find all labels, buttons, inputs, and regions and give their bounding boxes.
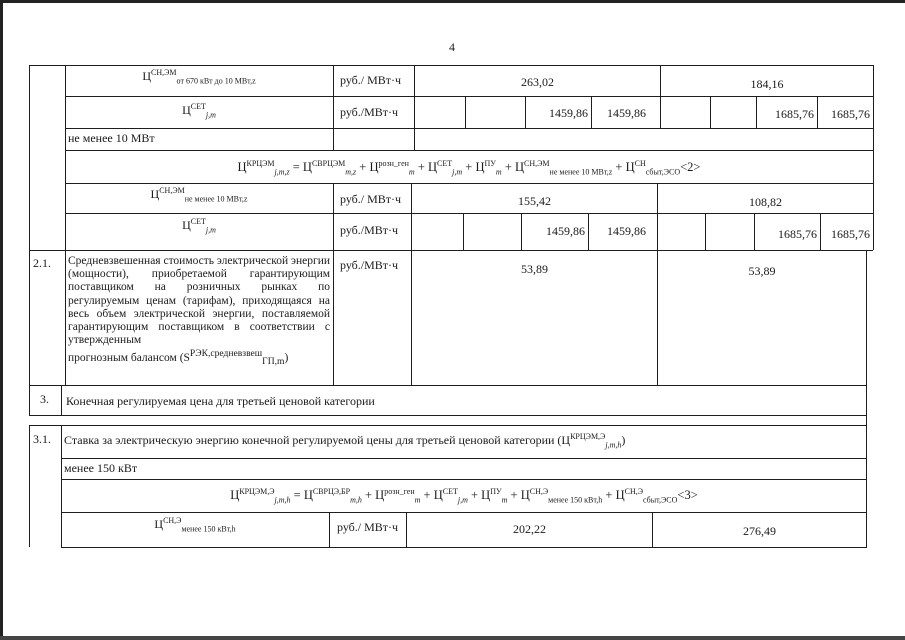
row-description: Средневзвешенная стоимость электрической энергии (мощности), приобретаемой гарантирующим поставщиком на розничных рынках по регулируемым ценам (тарифам), приходящаяся на весь объем электрической энергии, поставляемой гарантирующим поставщиком в соответствии с утвержденным прогнозным балансом $(S^{РЭК,средневзвеш}_{ГП,m})$: [68, 255, 331, 368]
value-cell: 155,42: [518, 194, 551, 208]
row-label-network-tariff: $Ц^{СЕТ}_{j,m}$: [182, 102, 216, 120]
unit-cell: руб./ МВт·ч: [340, 73, 402, 87]
unit-cell: руб./ МВт·ч: [337, 520, 399, 534]
table-rule: [61, 512, 867, 513]
value-cell: 1459,86: [546, 224, 585, 238]
table-rule: [29, 415, 867, 416]
value-cell: 1685,76: [778, 227, 817, 241]
table-rule: [866, 250, 867, 547]
table-rule: [29, 250, 873, 251]
scan-border: [0, 636, 905, 640]
table-rule: [29, 385, 867, 386]
section-heading: менее 150 кВт: [64, 461, 138, 475]
row-label-tariff-10mw: $Ц^{СН,ЭМ}_{не менее 10 МВт,z}$: [150, 186, 248, 204]
row-number: 2.1.: [33, 256, 51, 270]
formula: $Ц^{КРЦЭМ}_{j,m,z} = Ц^{СВРЦЭМ}_{m,z} + Ц^{розн\_ген}_m + Ц^{СЕТ}_{j,m} + Ц^{ПУ}_m + Ц^{СН,ЭМ}_{не менее 10 МВт,z} + Ц^{СН}_{сбыт,ЭСО}<2>$: [237, 158, 701, 177]
table-rule: [61, 547, 867, 548]
row-number: 3.: [40, 392, 49, 406]
table-rule: [333, 65, 334, 150]
table-rule: [660, 65, 661, 128]
unit-cell: руб./МВт·ч: [340, 258, 399, 272]
table-rule: [65, 213, 873, 214]
table-rule: [465, 96, 466, 128]
unit-cell: руб./МВт·ч: [340, 105, 399, 119]
scan-border: [0, 0, 905, 3]
table-rule: [29, 425, 867, 426]
row-number: 3.1.: [33, 432, 51, 446]
row-heading: Ставка за электрическую энергию конечной регулируемой цены для третьей ценовой категории $(Ц^{КРЦЭМ,Э}_{j,m,h})$: [64, 432, 626, 450]
value-cell: 1459,86: [549, 106, 588, 120]
table-rule: [29, 65, 30, 415]
value-cell: 53,89: [521, 262, 548, 276]
row-label-tariff-150kw: $Ц^{СН,Э}_{менее 150 кВт,h}$: [154, 516, 236, 534]
table-rule: [29, 425, 30, 547]
table-rule: [411, 183, 412, 385]
value-cell: 1459,86: [607, 106, 646, 120]
formula: $Ц^{КРЦЭМ,Э}_{j,m,h} = Ц^{СВРЦЭ,БР}_{m,h} + Ц^{розн\_ген}_m + Ц^{СЕТ}_{j,m} + Ц^{ПУ}_m + Ц^{СН,Э}_{менее 150 кВт,h} + Ц^{СН,Э}_{сбыт,ЭСО}<3>$: [230, 486, 698, 505]
value-cell: 1685,76: [831, 227, 870, 241]
section-heading: не менее 10 МВт: [68, 131, 155, 145]
row-label-network-tariff: $Ц^{СЕТ}_{j,m}$: [182, 217, 216, 235]
table-rule: [61, 458, 867, 459]
unit-cell: руб./МВт·ч: [340, 223, 399, 237]
table-rule: [65, 150, 873, 151]
value-cell: 263,02: [521, 75, 554, 89]
table-rule: [65, 128, 873, 129]
row-heading: Конечная регулируемая цена для третьей ценовой категории: [66, 394, 375, 408]
value-cell: 1459,86: [607, 224, 646, 238]
value-cell: 1685,76: [831, 107, 870, 121]
table-rule: [65, 96, 873, 97]
table-rule: [61, 479, 867, 480]
table-rule: [329, 512, 330, 547]
value-cell: 108,82: [749, 195, 782, 209]
table-rule: [873, 65, 874, 250]
table-rule: [333, 183, 334, 385]
table-rule: [29, 65, 873, 66]
scan-border: [0, 0, 3, 640]
table-rule: [65, 183, 873, 184]
value-cell: 276,49: [743, 524, 776, 538]
table-rule: [710, 96, 711, 128]
value-cell: 184,16: [750, 77, 784, 91]
row-label-tariff-670kw-10mw: $Ц^{СН,ЭМ}_{от 670 кВт до 10 МВт,z}$: [142, 68, 256, 86]
unit-cell: руб./ МВт·ч: [340, 192, 402, 206]
value-cell: 53,89: [748, 264, 776, 278]
page-number: 4: [449, 40, 455, 54]
table-rule: [657, 183, 658, 385]
value-cell: 202,22: [513, 522, 546, 536]
value-cell: 1685,76: [775, 107, 814, 121]
table-rule: [61, 385, 62, 415]
table-rule: [463, 213, 464, 250]
table-rule: [705, 213, 706, 250]
